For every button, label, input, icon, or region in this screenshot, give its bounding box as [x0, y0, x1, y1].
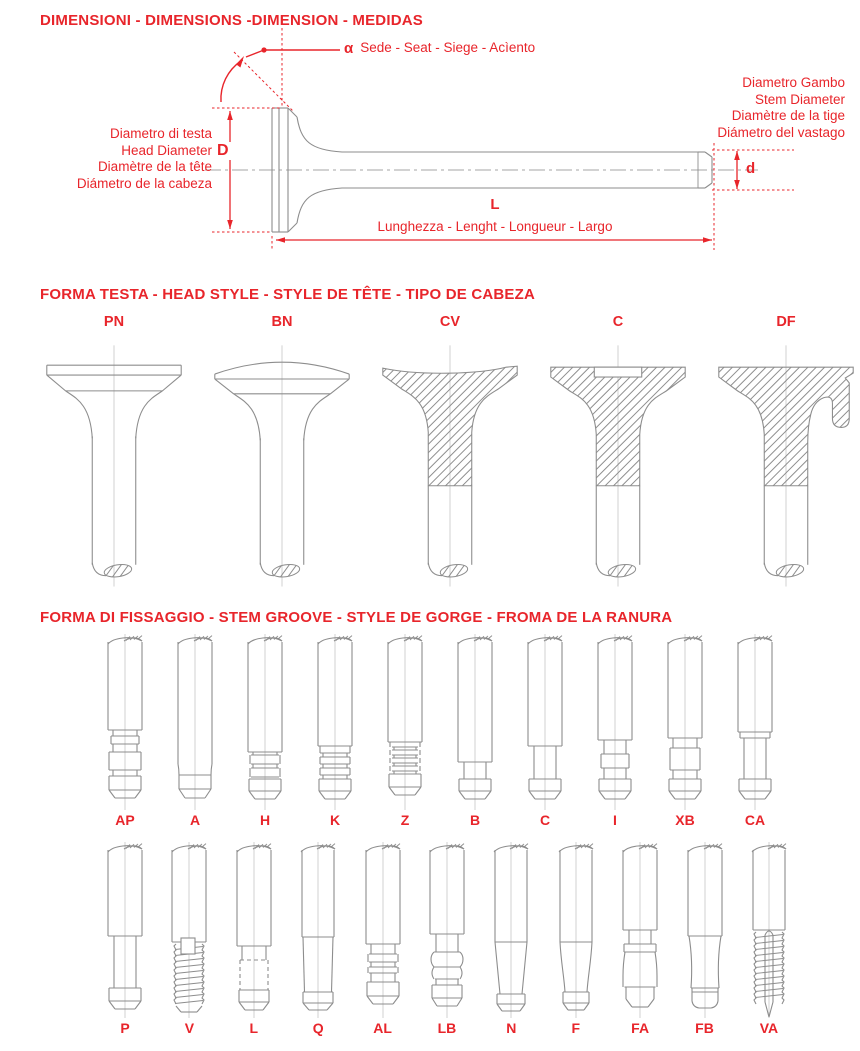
- stem-drawing-h: [237, 634, 293, 810]
- stem-groove-item-xb: [654, 634, 716, 828]
- stem-drawing-v: [161, 842, 217, 1018]
- stem-groove-item-al: [352, 842, 414, 1036]
- stem-drawing-va: [741, 842, 797, 1018]
- stem-drawing-c: [517, 634, 573, 810]
- head-styles-row: [30, 314, 846, 592]
- head-styles-section-title: FORMA TESTA - HEAD STYLE - STYLE DE TÊTE - TIPO DE CABEZA: [40, 286, 536, 303]
- stem-groove-code: N: [506, 1020, 517, 1036]
- stem-groove-item-c: [514, 634, 576, 828]
- head-style-drawing-df: [702, 336, 860, 592]
- stem-groove-item-ap: [94, 634, 156, 828]
- stem-groove-code: B: [469, 812, 481, 828]
- stem-grooves-section-title: FORMA DI FISSAGGIO - STEM GROOVE - STYLE DE GORGE - FROMA DE LA RANURA: [40, 609, 673, 626]
- stem-groove-item-f: [545, 842, 607, 1036]
- stem-groove-item-fa: [609, 842, 671, 1036]
- stem-diameter-line-es: Diámetro del vastago: [717, 124, 845, 140]
- stem-drawing-ca: [727, 634, 783, 810]
- stem-drawing-xb: [657, 634, 713, 810]
- stem-diameter-label-block: [600, 75, 845, 141]
- seat-angle-annotation: [344, 40, 535, 57]
- stem-drawing-k: [307, 634, 363, 810]
- stem-groove-item-q: [287, 842, 349, 1036]
- stem-diameter-line-fr: Diamètre de la tige: [731, 108, 845, 123]
- stem-groove-code: LB: [437, 1020, 457, 1036]
- stem-groove-code: A: [189, 812, 201, 828]
- head-style-drawing-bn: [198, 336, 366, 592]
- stem-drawing-ap: [97, 634, 153, 810]
- head-style-item-df: [702, 314, 860, 592]
- stem-groove-item-lb: [416, 842, 478, 1036]
- stem-groove-item-n: [480, 842, 542, 1036]
- head-style-drawing-c: [534, 336, 702, 592]
- stem-drawing-n: [483, 842, 539, 1018]
- dimensions-section-title: DIMENSIONI - DIMENSIONS -DIMENSION - MEDIDAS: [40, 12, 423, 29]
- head-diameter-label-block: [40, 126, 212, 192]
- alpha-symbol: α: [344, 40, 354, 57]
- stem-drawing-p: [97, 842, 153, 1018]
- stem-groove-code: XB: [675, 812, 695, 828]
- stem-drawing-i: [587, 634, 643, 810]
- stem-groove-code: C: [539, 812, 551, 828]
- stem-groove-code: AP: [115, 812, 135, 828]
- length-label: Lunghezza - Lenght - Longueur - Largo: [377, 219, 613, 234]
- stem-groove-item-z: [374, 634, 436, 828]
- stem-groove-code: FB: [695, 1020, 714, 1036]
- stem-drawing-l: [226, 842, 282, 1018]
- stem-groove-item-va: [738, 842, 800, 1036]
- stem-groove-item-h: [234, 634, 296, 828]
- head-style-item-bn: [198, 314, 366, 592]
- stem-grooves-row-2: [94, 842, 800, 1036]
- head-diameter-line-es: Diámetro de la cabeza: [76, 175, 212, 191]
- stem-diameter-symbol: d: [746, 160, 756, 177]
- stem-diameter-line-en: Stem Diameter: [754, 91, 845, 107]
- stem-drawing-q: [290, 842, 346, 1018]
- stem-drawing-f: [548, 842, 604, 1018]
- stem-groove-code: K: [329, 812, 341, 828]
- head-style-code: DF: [776, 314, 796, 330]
- stem-groove-item-i: [584, 634, 646, 828]
- head-style-drawing-pn: [30, 336, 198, 592]
- stem-groove-code: V: [184, 1020, 195, 1036]
- stem-groove-item-a: [164, 634, 226, 828]
- stem-groove-item-fb: [674, 842, 736, 1036]
- stem-drawing-al: [355, 842, 411, 1018]
- head-style-code: BN: [271, 314, 293, 330]
- stem-groove-code: FA: [631, 1020, 650, 1036]
- stem-grooves-row-1: [94, 634, 786, 828]
- stem-groove-code: H: [259, 812, 271, 828]
- stem-groove-item-k: [304, 634, 366, 828]
- seat-label: Sede - Seat - Siege - Acìento: [360, 40, 536, 56]
- head-diameter-line-fr: Diamètre de la tête: [97, 159, 212, 174]
- stem-groove-code: Z: [400, 812, 410, 828]
- stem-groove-code: Q: [312, 1020, 324, 1036]
- stem-groove-item-v: [158, 842, 220, 1036]
- head-style-code: CV: [439, 314, 461, 330]
- stem-drawing-a: [167, 634, 223, 810]
- stem-diameter-line-it: Diametro Gambo: [742, 75, 845, 90]
- stem-groove-code: AL: [373, 1020, 392, 1036]
- length-symbol: L: [490, 196, 500, 213]
- stem-groove-code: L: [249, 1020, 259, 1036]
- stem-groove-item-ca: [724, 634, 786, 828]
- stem-groove-item-b: [444, 634, 506, 828]
- stem-drawing-b: [447, 634, 503, 810]
- stem-drawing-fa: [612, 842, 668, 1018]
- head-diameter-line-en: Head Diameter: [121, 142, 212, 158]
- head-diameter-line-it: Diametro di testa: [109, 126, 212, 141]
- stem-drawing-lb: [419, 842, 475, 1018]
- head-style-drawing-cv: [366, 336, 534, 592]
- head-style-item-pn: [30, 314, 198, 592]
- head-style-item-c: [534, 314, 702, 592]
- head-style-item-cv: [366, 314, 534, 592]
- head-style-code: PN: [103, 314, 125, 330]
- stem-groove-code: I: [613, 812, 617, 828]
- stem-drawing-fb: [677, 842, 733, 1018]
- stem-groove-item-p: [94, 842, 156, 1036]
- stem-groove-code: VA: [759, 1020, 779, 1036]
- stem-groove-code: CA: [744, 812, 766, 828]
- stem-groove-item-l: [223, 842, 285, 1036]
- head-diameter-symbol: D: [217, 142, 229, 159]
- head-style-code: C: [612, 314, 624, 330]
- stem-groove-code: F: [571, 1020, 581, 1036]
- stem-groove-code: P: [120, 1020, 130, 1036]
- stem-drawing-z: [377, 634, 433, 810]
